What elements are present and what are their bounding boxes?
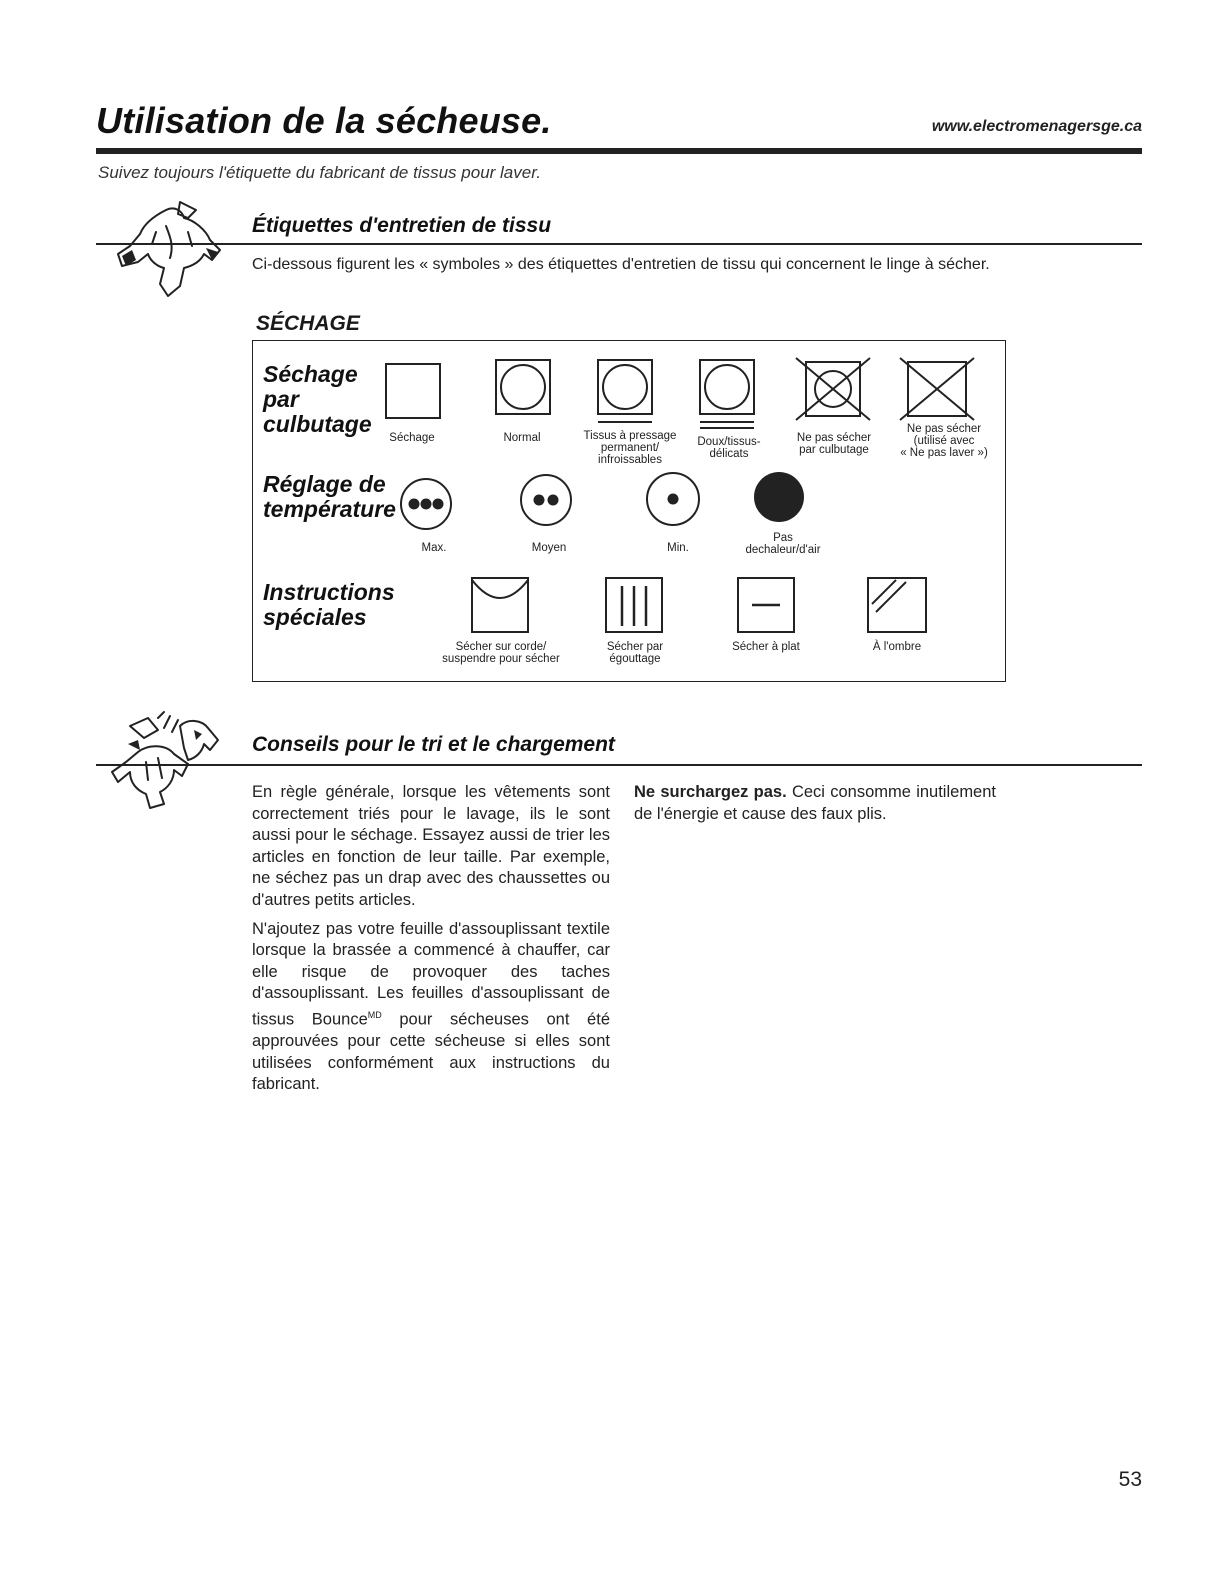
tumble-delicate-icon [698, 358, 756, 434]
tumble-normal-icon [494, 358, 552, 416]
overload-warning-text: Ceci consomme inutilement de l'énergie et cause des faux plis. [634, 783, 996, 823]
caption-sechage: Séchage [389, 432, 435, 444]
special-instructions-row-label: Instructions spéciales [263, 579, 395, 630]
care-labels-rule [96, 243, 1142, 245]
caption-no-heat: Pas dechaleur/d'air [745, 532, 821, 556]
website-url[interactable]: www.electromenagersge.ca [931, 118, 1142, 135]
temperature-row-label: Réglage de température [263, 471, 396, 522]
line-dry-icon [470, 576, 532, 634]
shade-icon [866, 576, 928, 634]
sorting-column-2 [634, 782, 996, 832]
caption-max: Max. [421, 542, 447, 554]
sorting-paragraph-2 [252, 919, 610, 1096]
tumble-dry-row-label: Séchage par culbutage [263, 361, 372, 437]
care-labels-heading: Étiquettes d'entretien de tissu [252, 214, 552, 237]
softener-text-b: pour sécheuses ont été approuvées pour cette sécheuse si elles sont utilisées conformément aux instructions du fabricant. [252, 1010, 610, 1094]
do-not-dry-icon [898, 356, 976, 422]
caption-delicate: Doux/tissus- délicats [697, 436, 761, 460]
caption-shade: À l'ombre [872, 641, 922, 653]
sorting-rule [96, 764, 1142, 766]
caption-normal: Normal [503, 432, 541, 444]
caption-drip-dry: Sécher par égouttage [606, 641, 664, 665]
caption-moyen: Moyen [531, 542, 567, 554]
caption-dry-flat: Sécher à plat [732, 641, 800, 653]
shirt-care-icon [108, 196, 228, 300]
caption-min: Min. [667, 542, 689, 554]
trademark-superscript: MD [367, 1009, 382, 1020]
drip-dry-icon [604, 576, 664, 634]
header-rule [96, 148, 1142, 154]
caption-line-dry: Sécher sur corde/ suspendre pour sécher [442, 641, 560, 665]
sorting-heading: Conseils pour le tri et le chargement [252, 733, 615, 756]
dry-flat-icon [736, 576, 796, 634]
laundry-pile-icon [108, 708, 232, 812]
overload-warning-lead: Ne surchargez pas. [634, 783, 787, 801]
care-labels-description: Ci-dessous figurent les « symboles » des étiquettes d'entretien de tissu qui concernent le linge à sécher. [252, 256, 990, 273]
caption-permanent-press: Tissus à pressage permanent/ infroissables [583, 430, 677, 466]
two-dots-icon [518, 472, 574, 528]
drying-panel-title: SÉCHAGE [256, 312, 360, 335]
tumble-permanent-press-icon [596, 358, 654, 428]
one-dot-icon [644, 470, 702, 528]
sorting-column-1 [252, 782, 610, 1103]
page-title: Utilisation de la sécheuse. [96, 100, 552, 141]
filled-circle-icon [752, 470, 806, 524]
softener-text-a: N'ajoutez pas votre feuille d'assouplissant textile lorsque la brassée a commencé à chauffer, car elle risque de provoquer des taches d'assouplissant. Les feuilles d'assouplissant de tissus Bounce [252, 919, 610, 1029]
square-icon [384, 362, 442, 420]
intro-text: Suivez toujours l'étiquette du fabricant de tissus pour laver. [98, 163, 541, 182]
do-not-tumble-icon [794, 356, 872, 422]
sorting-paragraph-1: En règle générale, lorsque les vêtements sont correctement triés pour le lavage, ils le sont aussi pour le séchage. Essayez aussi de trier les articles en fonction de leur taille. Par exemple, ne séchez pas un drap avec des chaussettes ou d'autres petits articles. [252, 783, 610, 909]
caption-do-not-tumble: Ne pas sécher par culbutage [796, 432, 872, 456]
caption-do-not-dry: Ne pas sécher (utilisé avec « Ne pas laver ») [900, 423, 988, 459]
three-dots-icon [398, 476, 454, 532]
page-number: 53 [1118, 1468, 1142, 1491]
